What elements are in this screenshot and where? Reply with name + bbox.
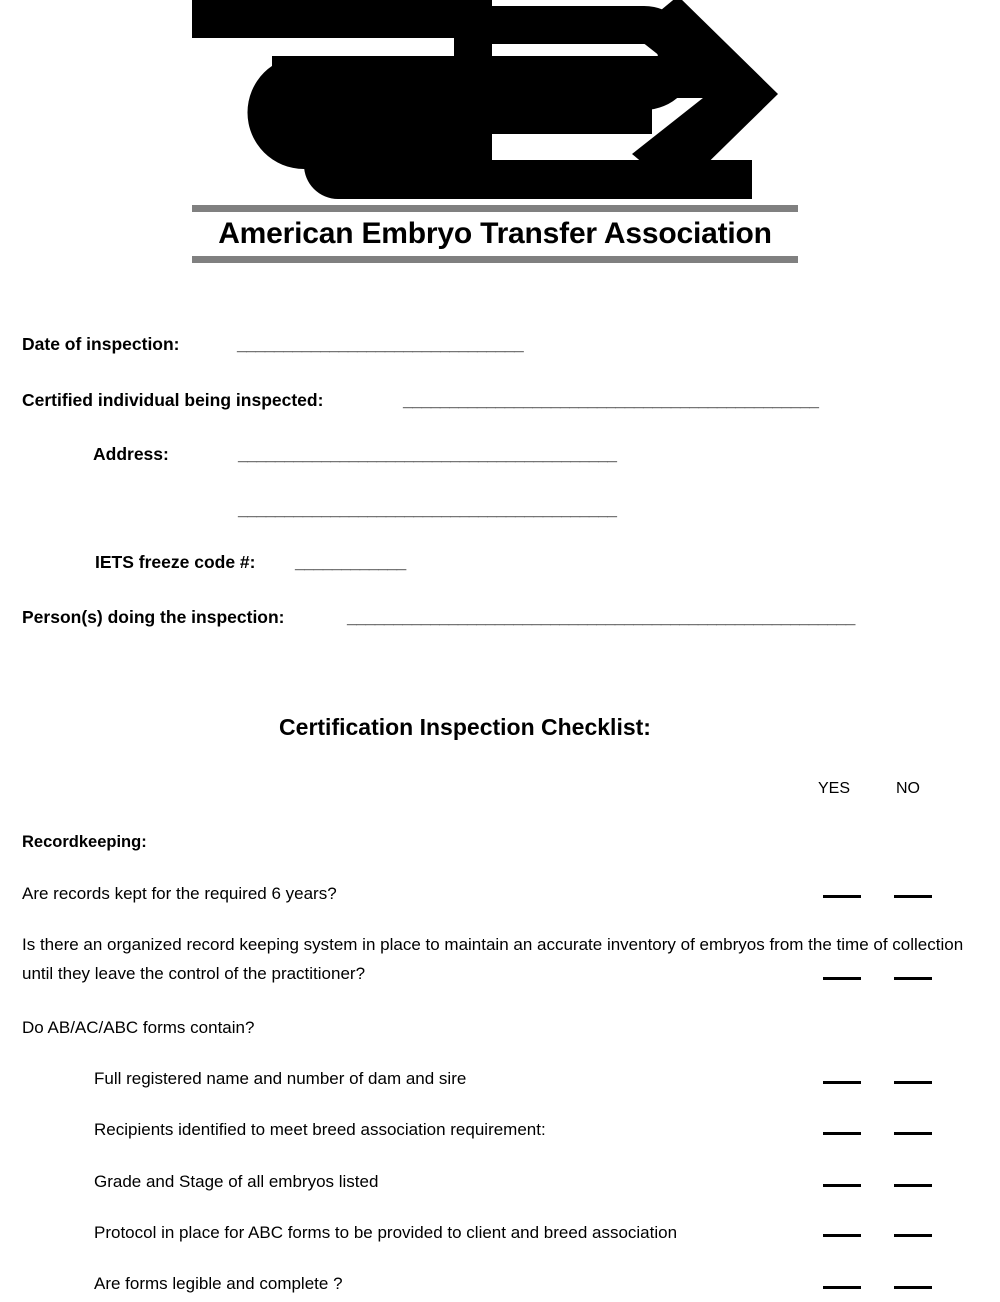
checklist-item-answer-blanks	[818, 977, 968, 997]
form-field-row	[95, 551, 406, 573]
column-header-yes: YES	[818, 780, 851, 797]
checklist-item-answer-blanks	[818, 1286, 968, 1302]
form-field-blank[interactable]: _______________________________________________________	[347, 607, 855, 627]
answer-blank-yes[interactable]	[823, 1184, 861, 1187]
answer-blank-no[interactable]	[894, 895, 932, 898]
checklist-item-answer-blanks	[818, 1184, 968, 1204]
answer-blank-no[interactable]	[894, 1132, 932, 1135]
form-field-blank[interactable]: _____________________________________________	[403, 390, 819, 410]
answer-blank-no[interactable]	[894, 1286, 932, 1289]
checklist-title: Certification Inspection Checklist:	[279, 714, 651, 740]
form-field-row	[22, 333, 523, 355]
answer-blank-no[interactable]	[894, 1184, 932, 1187]
checklist-item-answer-blanks	[818, 895, 968, 915]
checklist-item-answer-blanks	[818, 1081, 968, 1101]
form-field-label: Person(s) doing the inspection:	[22, 607, 285, 627]
answer-blank-yes[interactable]	[823, 1132, 861, 1135]
form-field-row	[93, 498, 617, 520]
form-field-blank[interactable]: ____________	[295, 552, 406, 572]
answer-blank-no[interactable]	[894, 1234, 932, 1237]
answer-blank-no[interactable]	[894, 977, 932, 980]
checklist-item-answer-blanks	[818, 1234, 968, 1254]
yes-no-column-headers	[818, 778, 958, 800]
checklist-item-text: Protocol in place for ABC forms to be provided to client and breed association	[94, 1223, 678, 1242]
checklist-item-text: Grade and Stage of all embryos listed	[94, 1172, 379, 1191]
checklist-item-text: Are records kept for the required 6 years?	[22, 884, 337, 903]
form-field-label: Date of inspection:	[22, 334, 180, 354]
logo-rule-bottom	[192, 256, 798, 263]
logo-wordmark: American Embryo Transfer Association	[218, 217, 772, 250]
checklist-item-text: Full registered name and number of dam and sire	[94, 1069, 467, 1088]
checklist-item-text: Are forms legible and complete ?	[94, 1274, 343, 1293]
answer-blank-yes[interactable]	[823, 895, 861, 898]
column-header-no: NO	[896, 780, 920, 797]
checklist-item-answer-blanks	[818, 1132, 968, 1152]
form-field-label: IETS freeze code #:	[95, 552, 256, 572]
answer-blank-yes[interactable]	[823, 1234, 861, 1237]
form-field-label: Certified individual being inspected:	[22, 390, 324, 410]
form-field-row	[93, 443, 617, 465]
checklist-item-text: Is there an organized record keeping system in place to maintain an accurate inventory of embryos from the time of collection until they leave the control of the practitioner?	[22, 935, 964, 983]
checklist-section-heading: Recordkeeping:	[22, 833, 147, 851]
answer-blank-no[interactable]	[894, 1081, 932, 1084]
logo-rule-top	[192, 205, 798, 212]
form-field-label: Address:	[93, 444, 169, 464]
answer-blank-yes[interactable]	[823, 977, 861, 980]
answer-blank-yes[interactable]	[823, 1286, 861, 1289]
form-field-blank[interactable]: _________________________________________	[238, 444, 617, 464]
checklist-item-text: Do AB/AC/ABC forms contain?	[22, 1018, 255, 1037]
form-field-blank[interactable]: _________________________________________	[238, 499, 617, 519]
checklist-item-text: Recipients identified to meet breed association requirement:	[94, 1120, 546, 1139]
form-field-row	[22, 606, 855, 628]
aeta-logo-mark	[192, 0, 802, 199]
aeta-logo	[0, 0, 1000, 275]
form-field-row	[22, 389, 818, 411]
answer-blank-yes[interactable]	[823, 1081, 861, 1084]
form-field-blank[interactable]: _______________________________	[237, 334, 524, 354]
